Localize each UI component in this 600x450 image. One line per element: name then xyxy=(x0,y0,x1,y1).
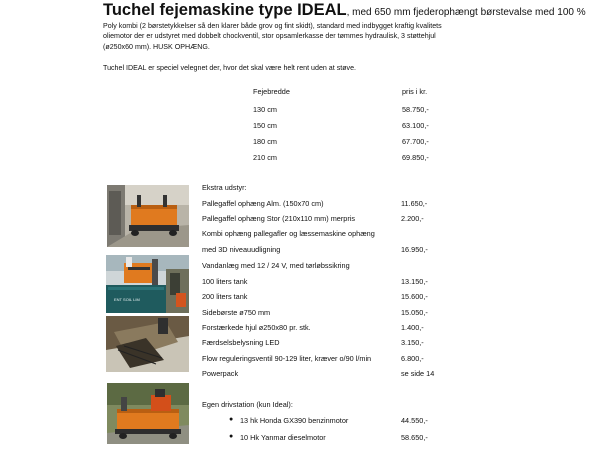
extras-item-label: Forstærkede hjul ø250x80 pr. stk. xyxy=(202,323,311,332)
extras-item-label: Kombi ophæng pallegafler og læssemaskine ophæng xyxy=(202,229,375,238)
price-row-label: 130 cm xyxy=(253,105,277,114)
extras-item-price: 11.650,- xyxy=(401,199,428,208)
title-main: Tuchel fejemaskine type IDEAL xyxy=(103,1,347,19)
extras-item-price: 2.200,- xyxy=(401,214,424,223)
extras-item-label: Færdselsbelysning LED xyxy=(202,338,280,347)
price-row-price: 67.700,- xyxy=(402,137,429,146)
bullet-icon: ● xyxy=(229,433,234,440)
photo-side-brush xyxy=(106,316,189,372)
extras-item-label: Pallegaffel ophæng Stor (210x110 mm) merpris xyxy=(202,214,356,223)
photo-sign-text: ENT SOIL LIM xyxy=(114,297,140,302)
intro-line: Poly kombi (2 børstetykkelser så den klarer både grov og fint skidt), standard med indbygget kraftig kvalitets xyxy=(103,22,442,30)
price-row-price: 63.100,- xyxy=(402,121,429,130)
bullet-icon: ● xyxy=(229,416,234,423)
price-header-label: Fejebredde xyxy=(253,87,290,96)
drive-item-price: 44.550,- xyxy=(401,416,428,425)
extras-item-label: Powerpack xyxy=(202,369,239,378)
extras-item-label: 200 liters tank xyxy=(202,292,248,301)
price-row-label: 210 cm xyxy=(253,153,277,162)
extras-title: Ekstra udstyr: xyxy=(202,183,247,192)
intro-line: (ø250x60 mm). HUSK OPHÆNG. xyxy=(103,42,210,51)
extras-item-label: Vandanlæg med 12 / 24 V, med tørløbssikring xyxy=(202,261,350,270)
price-row-price: 58.750,- xyxy=(402,105,429,114)
extras-item-price: 6.800,- xyxy=(401,354,424,363)
extras-item-price: 16.950,- xyxy=(401,245,428,254)
extras-item-label: 100 liters tank xyxy=(202,277,248,286)
price-row-label: 150 cm xyxy=(253,121,277,130)
intro-line: oliemotor der er udstyret med dobbelt chockventil, stor opsamlerkasse der tømmes hydraulisk, 3 støttehjul xyxy=(103,32,436,41)
extras-item-price: 15.600,- xyxy=(401,292,428,301)
extras-item-price: 3.150,- xyxy=(401,338,424,347)
extras-item-label: Flow reguleringsventil 90-129 liter, kræver o/90 l/min xyxy=(202,354,372,363)
extras-item-label: Pallegaffel ophæng Alm. (150x70 cm) xyxy=(202,199,324,208)
note-paragraph: Tuchel IDEAL er speciel velegnet der, hvor det skal være helt rent uden at støve. xyxy=(103,64,357,72)
extras-item-price: 13.150,- xyxy=(401,277,428,286)
drive-item-label: 13 hk Honda GX390 benzinmotor xyxy=(240,416,349,425)
page-title xyxy=(103,1,586,20)
extras-item-price: 15.050,- xyxy=(401,308,428,317)
photo-drive-station xyxy=(107,383,189,444)
extras-item-label: Sidebørste ø750 mm xyxy=(202,308,271,317)
photo-water-tank xyxy=(106,255,189,313)
drive-item-label: 10 Hk Yanmar dieselmotor xyxy=(240,433,326,442)
extras-item-price: se side 14 xyxy=(401,369,435,378)
drive-title: Egen drivstation (kun Ideal): xyxy=(202,400,293,409)
price-header-price: pris i kr. xyxy=(402,87,428,96)
title-subtitle: , med 650 mm fjederophængt børstevalse med 100 % xyxy=(346,7,586,18)
extras-item-price: 1.400,- xyxy=(401,323,424,332)
extras-item-label: med 3D niveauudligning xyxy=(202,245,281,254)
drive-item-price: 58.650,- xyxy=(401,433,428,442)
price-row-price: 69.850,- xyxy=(402,153,429,162)
photo-pallet-fork-mount xyxy=(107,185,189,247)
intro-paragraph xyxy=(103,21,503,52)
price-row-label: 180 cm xyxy=(253,137,277,146)
